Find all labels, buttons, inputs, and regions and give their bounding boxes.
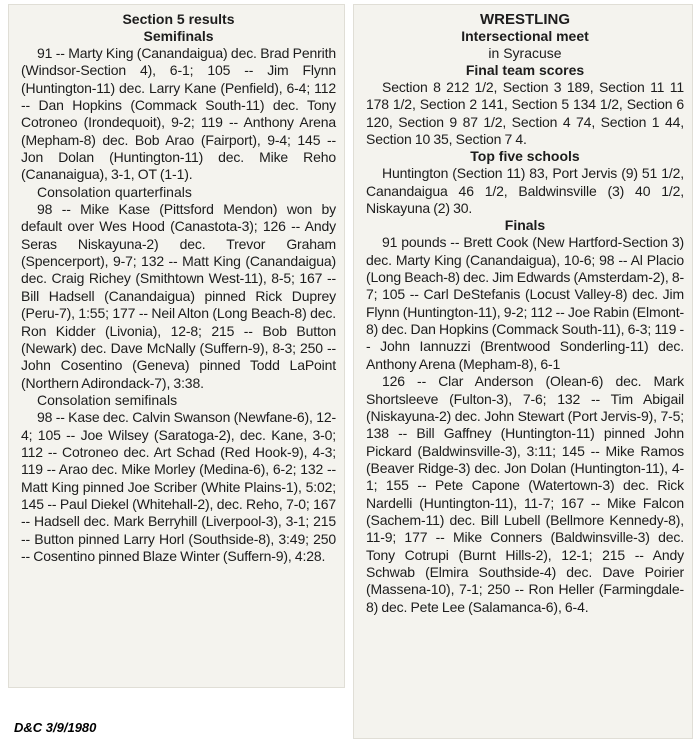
finals-results-part-1: 91 pounds -- Brett Cook (New Hartford-Section 3) dec. Marty King (Canandaigua), 10-6; 98 -- Al Placio (Long Beach-8) dec. Jim Edwards (Amsterdam-2), 8-7; 105 -- Carl DeStefanis (Locust Valley-8) dec. Jim Flynn (Huntington-11), 9-2; 112 -- Joe Rabin (Elmont-8) dec. Dan Hopkins (Commack South-11), 6-3; 119 -- John Iannuzzi (Brentwood Sonderling-11) dec. Anthony Arena (Mepham-8), 6-1 bbox=[366, 234, 684, 372]
wrestling-title: WRESTLING bbox=[480, 11, 570, 28]
semifinals-heading: Semifinals bbox=[143, 28, 214, 44]
source-caption: D&C 3/9/1980 bbox=[14, 720, 97, 735]
section-title: Section 5 results bbox=[122, 11, 235, 27]
top-schools-heading: Top five schools bbox=[470, 148, 580, 165]
team-scores-text: Section 8 212 1/2, Section 3 189, Section 11 11 178 1/2, Section 2 141, Section 5 134 1/2, Section 6 120, Section 9 87 1/2, Section 4 74, Section 1 44, Section 10 35, Section 7 4. bbox=[366, 79, 684, 148]
consolation-quarterfinals-heading: Consolation quarterfinals bbox=[37, 183, 192, 200]
right-clipping bbox=[353, 4, 693, 739]
finals-results-part-2: 126 -- Clar Anderson (Olean-6) dec. Mark Shortsleeve (Fulton-3), 7-6; 132 -- Tim Abigail (Niskayuna-2) dec. John Stewart (Port Jervis-9), 7-5; 138 -- Bill Gaffney (Huntington-11) pinned John Pickard (Baldwinsville-3), 3:11; 145 -- Mike Ramos (Beaver Ridge-3) dec. Jon Dolan (Huntington-11), 4-1; 155 -- Pete Capone (Watertown-3) dec. Rick Nardelli (Huntington-11), 11-7; 167 -- Mike Falcon (Sachem-11) dec. Bill Lubell (Bellmore Kennedy-8), 11-9; 177 -- Mike Conners (Baldwinsville-3) dec. Tony Cotrupi (Burnt Hills-2), 12-1; 215 -- Andy Schwab (Elmira Southside-4) dec. Dave Poirier (Massena-10), 7-1; 250 -- Ron Heller (Farmingdale-8) dec. Pete Lee (Salamanca-6), 6-4. bbox=[366, 373, 684, 615]
consolation-semifinals-results: 98 -- Kase dec. Calvin Swanson (Newfane-6), 12-4; 105 -- Joe Wilsey (Saratoga-2), dec. Kane, 3-0; 112 -- Cotroneo dec. Art Schad (Red Hook-9), 4-3; 119 -- Arao dec. Mike Morley (Medina-6), 6-2; 132 -- Matt King pinned Joe Scriber (White Plains-1), 5:02; 145 -- Paul Diekel (Whitehall-2), dec. Reho, 7-0; 167 -- Hadsell dec. Mark Berryhill (Liverpool-3), 3-1; 215 -- Button pinned Larry Horl (Southside-8), 3:49; 250 -- Cosentino pinned Blaze Winter (Suffern-9), 4:28. bbox=[21, 409, 336, 564]
meet-subtitle: Intersectional meet bbox=[461, 28, 589, 44]
top-schools-text: Huntington (Section 11) 83, Port Jervis (9) 51 1/2, Canandaigua 46 1/2, Baldwinsville (3) 40 1/2, Niskayuna (2) 30. bbox=[366, 165, 684, 217]
consolation-quarterfinals-results: 98 -- Mike Kase (Pittsford Mendon) won by default over Wes Hood (Canastota-3); 126 -- Andy Seras Niskayuna-2) dec. Trevor Graham (Spencerport), 9-7; 132 -- Matt King (Canandaigua) dec. Craig Richey (Smithtown West-11), 8-5; 167 -- Bill Hadsell (Canandaigua) pinned Rick Duprey (Peru-7), 1:55; 177 -- Neil Alton (Long Beach-8) dec. Ron Kidder (Livonia), 12-8; 215 -- Bob Button (Newark) dec. Dave McNally (Suffern-9), 8-3; 250 -- John Cosentino (Geneva) pinned Todd LaPoint (Northern Adirondack-7), 3:38. bbox=[21, 201, 336, 391]
meet-location: in Syracuse bbox=[488, 45, 562, 61]
left-clipping bbox=[8, 4, 345, 688]
team-scores-heading: Final team scores bbox=[465, 62, 585, 78]
finals-heading: Finals bbox=[504, 217, 546, 234]
semifinals-results: 91 -- Marty King (Canandaigua) dec. Brad Penrith (Windsor-Section 4), 6-1; 105 -- Jim Flynn (Huntington-11) dec. Larry Kane (Penfield), 6-4; 112 -- Dan Hopkins (Commack South-11) dec. Tony Cotroneo (Irondequoit), 9-2; 119 -- Anthony Arena (Mepham-8) dec. Bob Arao (Fairport), 9-4; 145 -- Jon Dolan (Huntington-11) dec. Mike Reho (Cananaigua), 3-1, OT (1-1). bbox=[21, 45, 336, 183]
consolation-semifinals-heading: Consolation semifinals bbox=[37, 391, 178, 408]
